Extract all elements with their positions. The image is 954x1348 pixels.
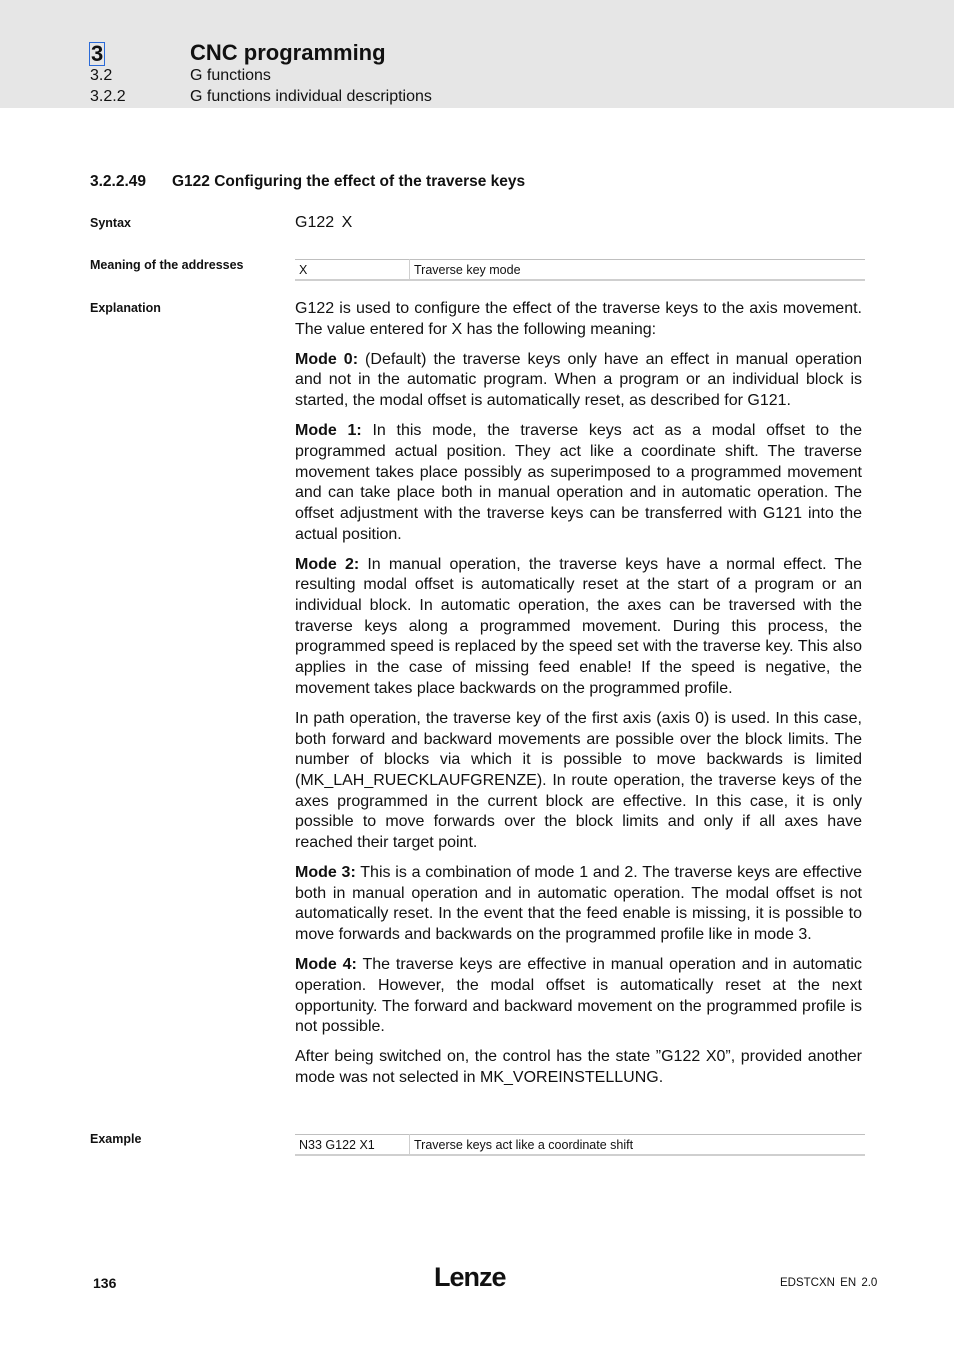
- example-code-cell: N33 G122 X1: [295, 1135, 410, 1156]
- page-number: 136: [93, 1275, 117, 1291]
- section-title: G122 Configuring the effect of the traverse keys: [172, 173, 526, 190]
- mode1-paragraph: [295, 421, 862, 545]
- address-cell: X: [295, 260, 410, 281]
- meaning-cell: Traverse key mode: [410, 260, 866, 281]
- header-band: [0, 0, 954, 108]
- document-id: EDSTCXN EN 2.0: [780, 1277, 878, 1289]
- lenze-logo: Lenze: [434, 1262, 506, 1292]
- subchapter-number: 3.2: [90, 67, 113, 84]
- example-label: Example: [90, 1132, 142, 1146]
- explanation-body: [295, 299, 862, 1098]
- mode0-paragraph: [295, 350, 862, 412]
- example-table: [295, 1134, 865, 1156]
- intro-paragraph: G122 is used to configure the effect of the traverse keys to the axis movement. The value entered for X has the following meaning:: [295, 300, 862, 338]
- addresses-table: [295, 259, 865, 281]
- mode4-paragraph: [295, 955, 862, 1038]
- mode1-label: Mode 1:: [295, 422, 362, 440]
- subchapter-title: G functions: [190, 67, 271, 84]
- path-operation-paragraph: In path operation, the traverse key of the first axis (axis 0) is used. In this case, both forward and backward movements are possible over the block limits. The number of blocks via which it is possible to move backwards is limited (MK_LAH_RUECKLAUFGRENZE). In route operation, the traverse keys of the axes programmed in the current block are effective. In this case, it is only possible to move forwards over the block limits and only if all axes have reached their target point.: [295, 709, 862, 852]
- chapter-title: CNC programming: [190, 40, 386, 65]
- chapter-number[interactable]: 3: [91, 41, 104, 66]
- mode3-paragraph: [295, 863, 862, 946]
- addresses-label: Meaning of the addresses: [90, 258, 244, 272]
- closing-paragraph: After being switched on, the control has the state ”G122 X0”, provided another mode was not selected in MK_VOREINSTELLUNG.: [295, 1048, 862, 1086]
- subsection-number: 3.2.2: [90, 88, 126, 105]
- syntax-value: G122 X: [295, 214, 353, 231]
- mode4-text: The traverse keys are effective in manual operation and in automatic operation. However, the modal offset is automatically reset at the next opportunity. The forward and backward movement on the programmed profile is not possible.: [295, 956, 862, 1036]
- mode0-label: Mode 0:: [295, 350, 359, 368]
- section-heading: [90, 173, 525, 191]
- section-number: 3.2.2.49: [90, 173, 147, 190]
- mode2-label: Mode 2:: [295, 555, 360, 573]
- table-row: [295, 1135, 865, 1156]
- mode1-text: In this mode, the traverse keys act as a modal offset to the programmed actual position. They act like a coordinate shift. The traverse movement takes place possibly as superimposed to a programmed movement and can take place both in manual operation and in automatic operation. The offset adjustment with the traverse keys can be transferred with G121 into the actual position.: [295, 422, 862, 543]
- mode3-label: Mode 3:: [295, 864, 356, 882]
- mode0-text: (Default) the traverse keys only have an effect in manual operation and not in the automatic program. When a program or an individual block is started, the modal offset is automatically reset, as described for G121.: [295, 350, 862, 410]
- syntax-label: Syntax: [90, 216, 131, 230]
- explanation-label: Explanation: [90, 301, 161, 315]
- mode2-text: In manual operation, the traverse keys have a normal effect. The resulting modal offset is automatically reset at the start of a program or an individual block. In automatic operation, the axes can be traversed with the traverse keys along a programmed movement. During this process, the programmed speed is replaced by the speed set with the traverse key. This also applies in the case of missing feed enable! If the speed is negative, the movement takes place backwards on the programmed profile.: [295, 555, 862, 697]
- mode3-text: This is a combination of mode 1 and 2. The traverse keys are effective both in manual operation and in automatic operation. The modal offset is not automatically reset. In the event that the feed enable is missing, it is possible to move forwards and backwards on the programmed profile like in mode 3.: [295, 864, 862, 944]
- table-row: [295, 260, 865, 281]
- mode4-label: Mode 4:: [295, 956, 357, 974]
- mode2-paragraph: [295, 555, 862, 700]
- example-comment-cell: Traverse keys act like a coordinate shift: [410, 1135, 866, 1156]
- subsection-title: G functions individual descriptions: [190, 88, 432, 105]
